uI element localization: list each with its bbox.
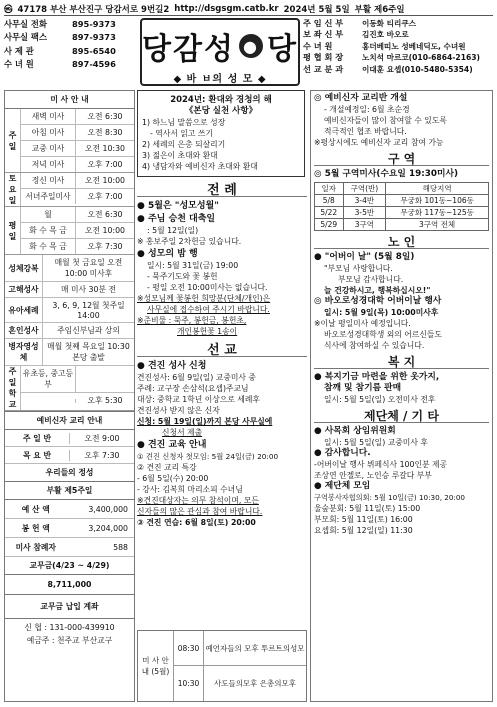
- sunday-mass-group: [5, 109, 134, 173]
- sunday-school-group: [5, 366, 134, 411]
- item-text: - 평일 오전 10:00미사는 없습니다.: [147, 283, 268, 292]
- item-note: ※ 홍보주일 2차헌금 있습니다.: [137, 237, 242, 246]
- item-heading: ◎ 5월 구역미사(수요일 19:30미사): [314, 169, 459, 179]
- mass-row: 정신 미사 오전 10:00: [21, 173, 134, 189]
- finance-row: 예 산 액 3,400,000: [5, 500, 134, 519]
- section-title-district: 구 역: [314, 154, 489, 166]
- item-text: 신청서 제출: [162, 428, 203, 437]
- item-note: ※평상시에도 예비신자 교리 참여 가능: [314, 138, 444, 147]
- contact-row: 수 녀 원 897-4596: [4, 59, 116, 70]
- info-row: 혼인성사 주임신부님과 상의: [5, 323, 134, 339]
- table-row: 5/22 3-5반 무궁화 117동~125동: [315, 207, 489, 219]
- table-row: 5/8 3-4반 무궁화 101동~106동: [315, 195, 489, 207]
- item-text: - 6월 5일(수) 20:00: [137, 474, 209, 483]
- item-heading: ● 견진 성사 신청: [137, 361, 207, 371]
- parish-name: 당감성 ● 당: [142, 32, 298, 67]
- item-text: : 5월 12일(일): [147, 226, 199, 235]
- item-text: -어버이날 행사 뷔페식사 100인분 제공: [314, 460, 448, 469]
- mass-row: 저녁 미사 오후 7:00: [21, 157, 134, 172]
- contact-row: 사 제 관 895-6540: [4, 45, 116, 56]
- item-heading: ● 사목회 상임위원회: [314, 426, 396, 436]
- mass-row: 교중 미사 오전 10:30: [21, 141, 134, 157]
- item-text: "부모님 사랑합니다.: [324, 264, 393, 273]
- item-text: 적극적인 협조 바랍니다.: [324, 127, 407, 136]
- item-text: 대상: 중학교 1학년 이상으로 세례후: [137, 395, 260, 404]
- item-heading: ◎ 예비신자 교리반 개설: [314, 93, 408, 103]
- item-text: - 묵주기도와 꽃 봉헌: [147, 272, 218, 281]
- theme-item: 1) 하느님 말씀으로 성장: [142, 118, 226, 127]
- weekday-mass-group: [5, 207, 134, 255]
- item-text: 바오로성경대학생 외의 어르신들도: [324, 330, 442, 339]
- contacts-block: [4, 18, 134, 88]
- address: 47178 부산 부산진구 당감서로 9번길2: [17, 4, 170, 15]
- item-text: 부모님 감사합니다.: [338, 275, 404, 284]
- item-text: 식사에 참여하실 수 있습니다.: [324, 341, 425, 350]
- item-text: - 개설예정일: 6월 초순경: [324, 105, 410, 114]
- url-link[interactable]: http://dsgsgm.catb.kr: [174, 3, 279, 14]
- church-fee-value: 8,711,000: [5, 575, 134, 595]
- section-title-welfare: 복 지: [314, 357, 489, 369]
- school-row: 오후 5:30: [21, 393, 134, 408]
- catechumen-title: 예비신자 교리 안내: [5, 411, 134, 430]
- item-text: - 강사: 김복희 마리소피 수녀님: [137, 485, 243, 494]
- staff-block: [303, 18, 493, 88]
- item-heading: ◎ 바오로성경대학 어버이날 행사: [314, 296, 442, 306]
- item-text: 신청: 5월 19일(일)까지 본당 사무실에: [137, 417, 273, 426]
- account-title: 교무금 납입 계좌: [5, 595, 134, 619]
- group-label: 주일학교: [5, 366, 21, 410]
- theme-item: 3) 젊은이 초대와 환대: [142, 151, 218, 160]
- item-text: 일시: 5월 9일(목) 10:00미사후: [324, 308, 439, 317]
- item-text: 예비신자들이 많이 참여할 수 있도록: [324, 116, 447, 125]
- item-heading: ● 복지기금 마련을 위한 옷가지,: [314, 372, 440, 382]
- saturday-mass-group: [5, 173, 134, 207]
- section-title-groups: 제단체 / 기 타: [314, 411, 489, 423]
- intention-time: 08:30: [174, 631, 203, 666]
- mass-intentions-table: [137, 630, 307, 702]
- district-table: [314, 182, 489, 231]
- item-note: 사무실에 접수하여 주시기 바랍니다.: [147, 305, 270, 314]
- mass-schedule-title: 미 사 안 내: [5, 91, 134, 109]
- item-heading: ● 성모의 밤 행: [137, 249, 198, 259]
- info-row: 고해성사 매 미사 30분 전: [5, 282, 134, 298]
- mass-row: 화 수 목 금 오후 7:30: [21, 239, 134, 254]
- table-header-row: 일자 구역(반) 해당지역: [315, 183, 489, 195]
- item-heading: 참깨 및 참기름 판매: [324, 383, 402, 393]
- item-text: 일시: 5월 31일(금) 19:00: [147, 261, 239, 270]
- topbar: [4, 2, 493, 16]
- issue-date: 2024년 5월 5일: [283, 4, 350, 15]
- mass-row: 아침 미사 오전 8:30: [21, 125, 134, 141]
- item-text: 조상연 안젤로, 노인승 루갈다 부부: [314, 471, 432, 480]
- item-text: 견진성사: 6월 9일(일) 교중미사 중: [137, 373, 256, 382]
- parish-logo: [140, 18, 300, 86]
- church-fee-title: 교무금(4/23 ~ 4/29): [5, 557, 134, 575]
- item-note: ※준비물 : 묵주, 봉헌금, 봉헌초,: [137, 316, 247, 325]
- item-text: 일시: 5월 5일(일) 교중미사 후: [324, 438, 428, 447]
- item-heading: ● 제단체 모임: [314, 481, 371, 491]
- intention-content: 사도들의모후 은총의모후: [213, 679, 297, 688]
- account-holder: 예금주 : 천주교 부산교구: [26, 636, 113, 645]
- item-text: ① 견진 신청자 첫모임: 5월 24일(금) 20:00: [137, 452, 279, 461]
- mass-row: 화 수 목 금 오전 10:00: [21, 223, 134, 239]
- theme-item: - 역사서 읽고 쓰기: [150, 129, 213, 138]
- finance-row: 미사 참례자 588: [5, 538, 134, 557]
- group-label: 주일: [5, 109, 21, 172]
- item-text: ③ 견진 연습: 6월 8일(토) 20:00: [137, 518, 256, 527]
- item-text: 늘 건강하시고, 행복하십시오!": [324, 286, 431, 295]
- item-heading: ● 감사합니다.: [314, 448, 371, 458]
- item-text: ② 견진 교리 특강: [137, 463, 197, 472]
- account-bank: 신 협 : 131-000-439910: [24, 623, 115, 632]
- catechumen-row: 주 일 반 오전 9:00: [5, 430, 134, 447]
- staff-roles: 주 임 신 부 보 좌 신 부 수 녀 원 평 협 회 장 선 교 분 과: [303, 18, 344, 74]
- year-theme-title: 2024년: 환대와 경청의 해: [170, 95, 272, 105]
- info-row: 병자영성체 매월 첫째 목요일 10:30 본당 출발: [5, 339, 134, 366]
- section-title-liturgy: 전 례: [137, 185, 307, 197]
- catechumen-row: 목 요 반 오후 7:30: [5, 447, 134, 464]
- info-row: 성체강복 매월 첫 금요일 오전 10:00 미사후: [5, 255, 134, 282]
- item-text: 일시: 5월 5일(일) 오전미사 전후: [324, 395, 436, 404]
- contact-row: 사무실 전화 895-9373: [4, 19, 116, 29]
- table-row: 5/29 3구역 3구역 전체: [315, 219, 489, 231]
- contact-row: 사무실 팩스 897-9373: [4, 32, 116, 43]
- staff-names: 이동화 티리쿠스 김진호 바오로 홍더베띠노 성베네딕도, 수녀원 노치석 마르코(010-6864-2163) 이대훈 요셉(010-5480-5354): [362, 19, 481, 74]
- item-note: ※견진대상자는 의무 참석이며, 모든: [137, 496, 259, 505]
- group-label: 평일: [5, 207, 21, 254]
- item-text: 주례: 교구장 손삼석(요셉)주교님: [137, 384, 249, 393]
- theme-item: 4) 냉담자와 예비신자 초대와 환대: [142, 162, 258, 171]
- item-note: ※이날 평일미사 예정입니다.: [314, 319, 411, 328]
- item-text: 구역봉사자협의회: 5월 10일(금) 10:30, 20:00: [314, 493, 465, 502]
- parish-subtitle: ◆ 바 ㅂ의 성 모 ◆: [173, 74, 267, 85]
- info-row: 유아세례 3, 6, 9, 12월 첫주일 14:00: [5, 298, 134, 323]
- item-note: ※성모님께 꽃봉헌 희망분(단체/개인)은: [137, 294, 271, 303]
- finance-row: 봉 헌 액 3,204,000: [5, 519, 134, 538]
- group-label: 토요일: [5, 173, 21, 206]
- middle-column: [137, 90, 307, 630]
- item-heading: ● 견진 교육 안내: [137, 440, 207, 450]
- left-column: [4, 90, 135, 702]
- intention-time: 10:30: [177, 679, 200, 688]
- offering-subtitle: 부활 제5주일: [5, 482, 134, 500]
- item-text: 부모회: 5월 11일(토) 16:00: [314, 515, 413, 524]
- section-title-mission: 선 교: [137, 345, 307, 357]
- offering-title: 우리들의 정성: [5, 464, 134, 482]
- item-text: 견진성사 받지 않은 신자: [137, 406, 220, 415]
- section-title-elderly: 노 인: [314, 237, 489, 249]
- mass-row: 서녀주일미사 오후 7:00: [21, 189, 134, 204]
- item-text: 요셉회: 5월 12일(일) 11:30: [314, 526, 413, 535]
- item-heading: ● 주님 승천 대축일: [137, 214, 216, 224]
- address-symbol: ㉿: [4, 4, 13, 15]
- intentions-label: 미 사 안 내 (5월): [138, 631, 174, 701]
- item-text: 울숲분회: 5월 11일(토) 15:00: [314, 504, 421, 513]
- item-note: 신자들의 많은 관심과 참여 바랍니다.: [137, 507, 263, 516]
- intention-content: 예언자들의 모후 투르트의성모: [204, 631, 306, 666]
- item-note: 개인봉헌꽃 1송이: [177, 327, 238, 336]
- item-heading: ● "어버이 날" (5월 8일): [314, 252, 415, 262]
- right-column: [310, 90, 493, 702]
- year-theme-box: [137, 90, 305, 177]
- theme-item: 2) 세례의 은총 되살리기: [142, 140, 226, 149]
- mass-row: 월 오전 6:30: [21, 207, 134, 223]
- bullet-icon: ●: [239, 34, 263, 58]
- mass-row: 새벽 미사 오전 6:30: [21, 109, 134, 125]
- liturgical-week: 부활 제6주일: [354, 4, 405, 15]
- item-heading: ● 5월은 "성모성월": [137, 201, 219, 211]
- school-row: 유초등, 중고등부: [21, 366, 134, 393]
- year-theme-subtitle: 《본당 실천 사항》: [184, 106, 258, 116]
